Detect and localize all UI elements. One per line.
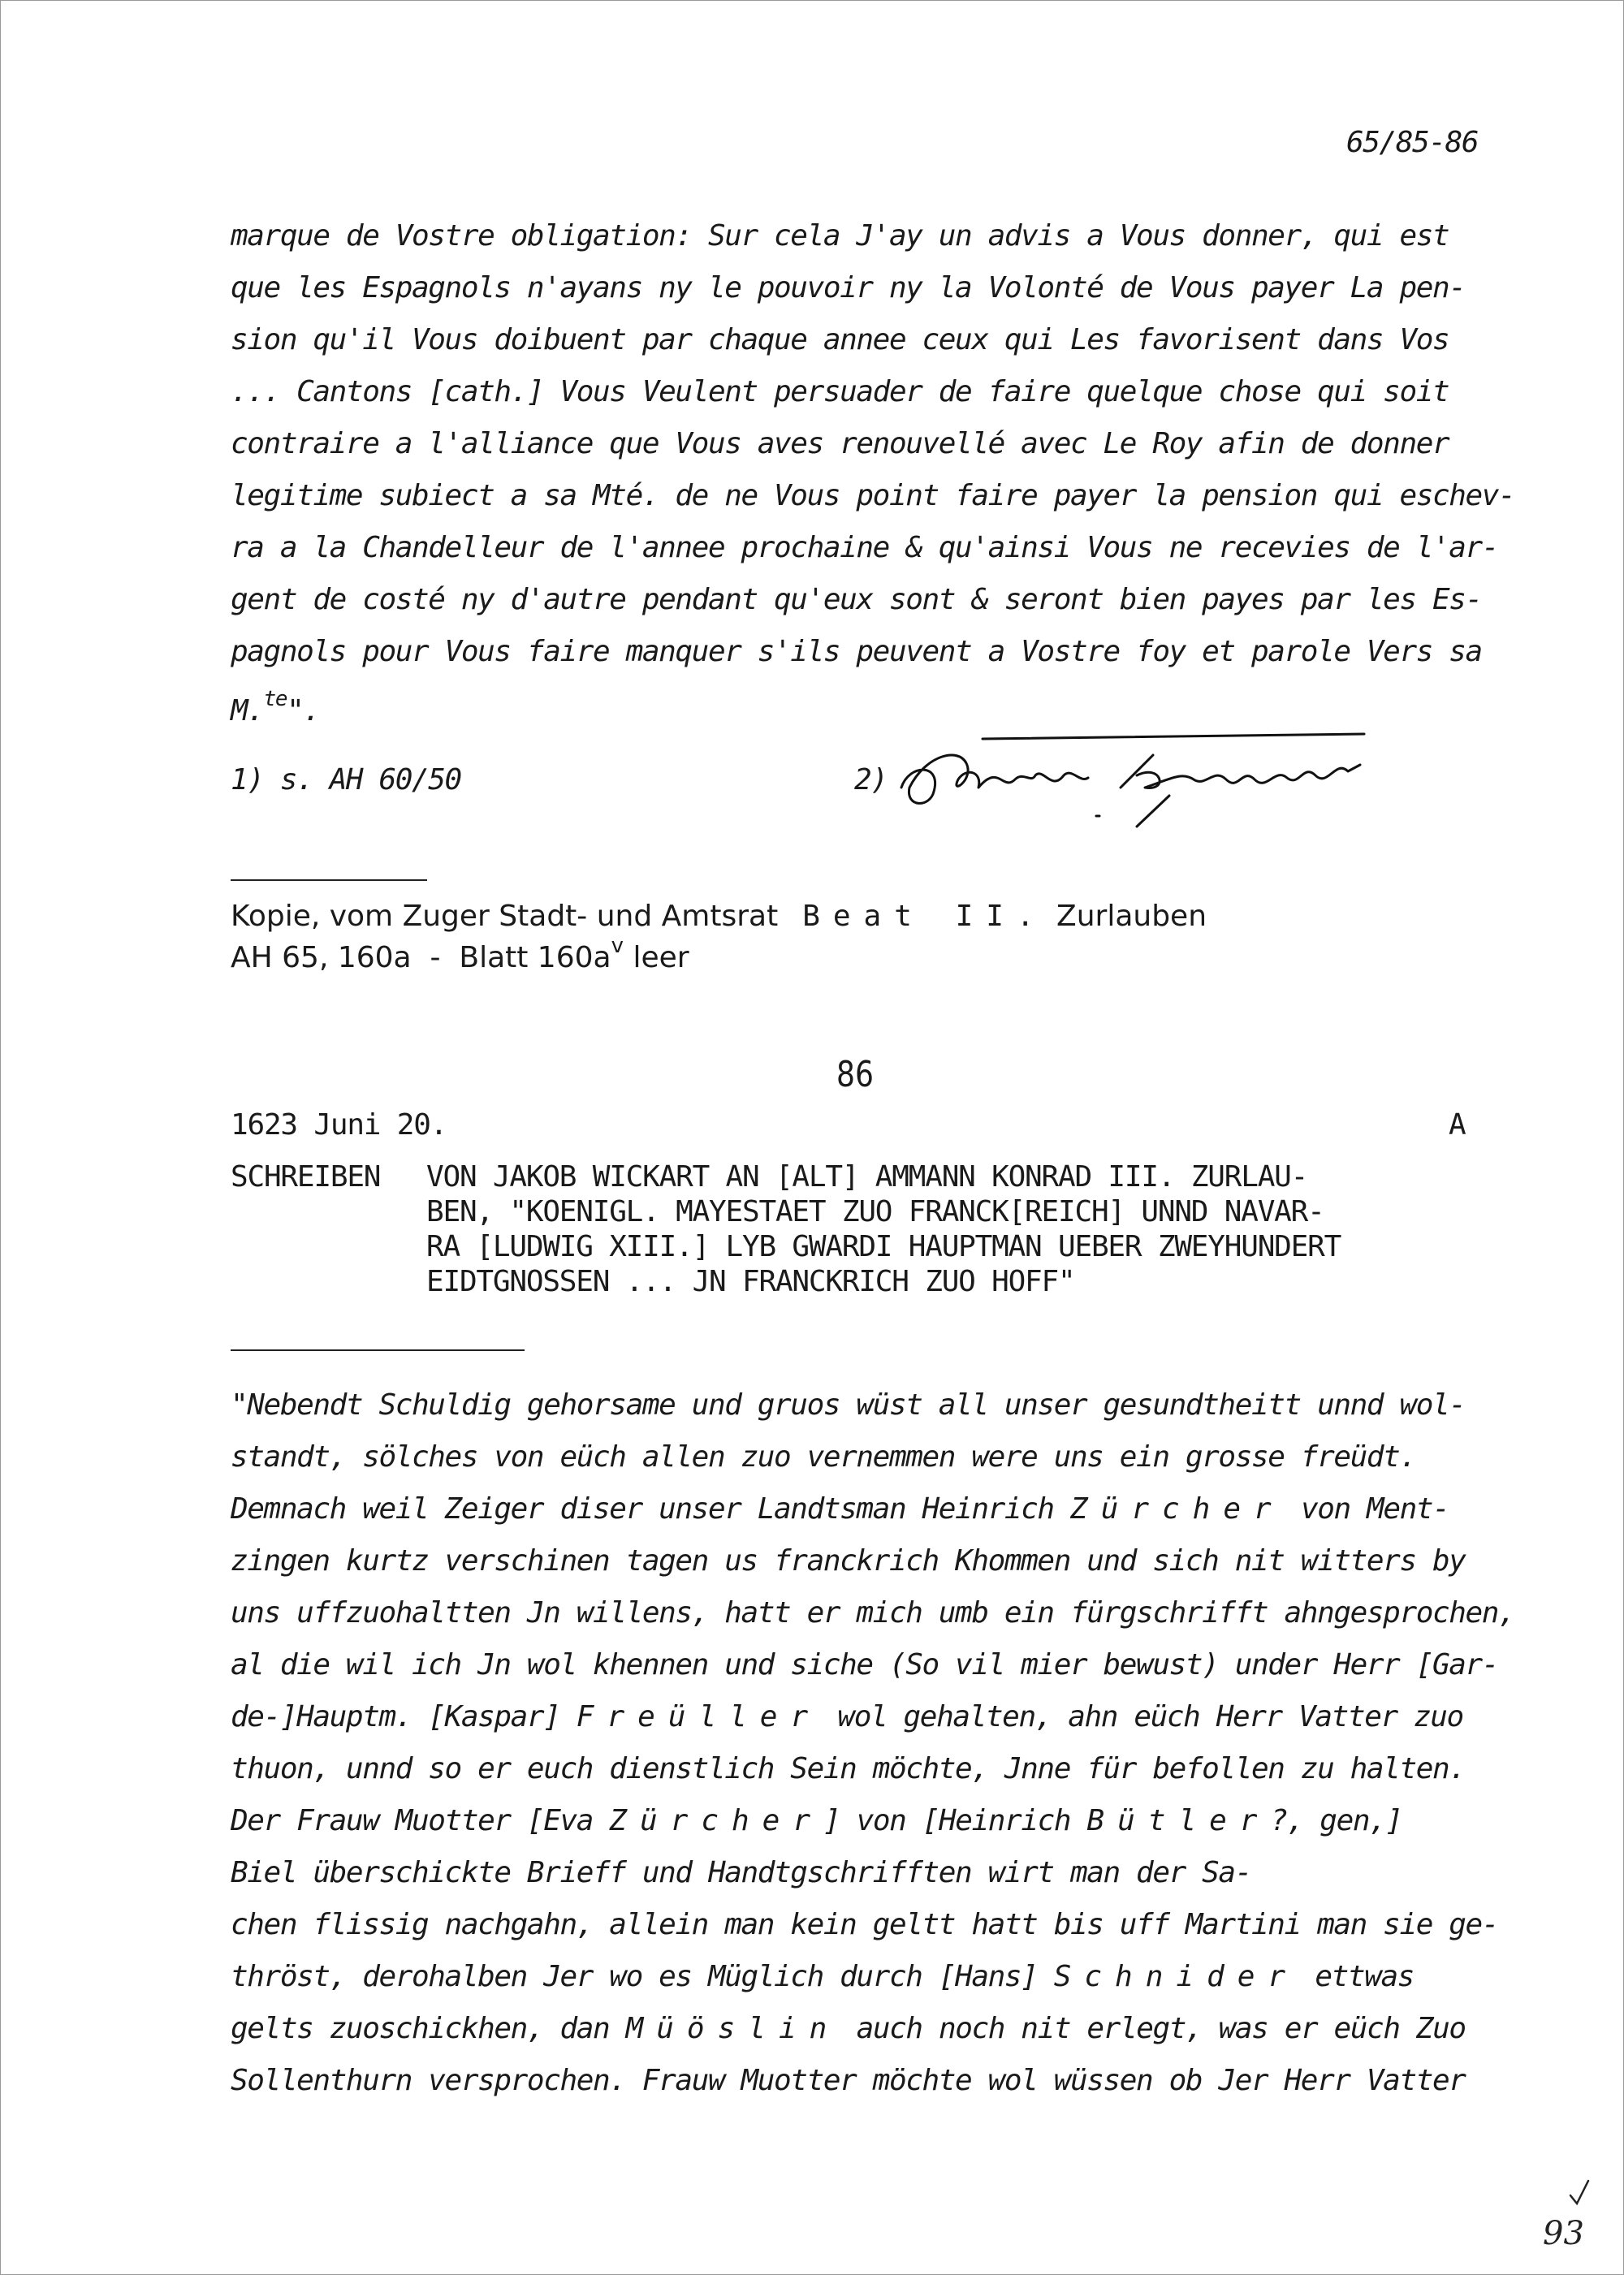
heading-line: VON JAKOB WICKART AN [ALT] AMMANN KONRAD III. ZURLAU- [426,1160,1308,1194]
text-line [231,1804,1402,1837]
text-line: marque de Vostre obligation: Sur cela J'ay un advis a Vous donner, qui est [231,219,1449,253]
text-line: thuon, unnd so er euch dienstlich Sein möchte, Jnne für befollen zu halten. [231,1752,1466,1785]
checkmark-icon [1567,2176,1592,2208]
copy-note-text: Kopie, vom Zuger Stadt- und Amtsrat [231,900,779,933]
document-number: 86 [836,1054,874,1095]
text-line-last [231,687,320,727]
text-line: contraire a l'alliance que Vous aves renouvellé avec Le Roy afin de donner [231,427,1449,460]
text-part: de-]Hauptm. [Kaspar] [231,1700,577,1733]
document-type-letter: A [1449,1108,1466,1142]
corner-mark: 93 [1543,2215,1584,2252]
text-part: wol gehalten, ahn eüch Herr Vatter zuo [821,1700,1463,1733]
text-part: gelts zuoschickhen, dan [231,2012,626,2045]
text-line: "Nebendt Schuldig gehorsame und gruos wüst all unser gesundtheitt unnd wol- [231,1388,1466,1422]
document-date: 1623 Juni 20. [231,1108,447,1142]
superscript: te [263,687,287,711]
heading-line: BEN, "KOENIGL. MAYESTAET ZUO FRANCK[REICH] UNND NAVAR- [426,1195,1324,1228]
footnote-2-label: 2) [854,763,888,796]
copy-note-line-1 [231,900,1207,933]
copy-note-text: Zurlauben [1056,900,1207,933]
text-part: auch noch nit erlegt, was er eüch Zuo [840,2012,1466,2045]
text-line: ra a la Chandelleur de l'annee prochaine & qu'ainsi Vous ne recevies de l'ar- [231,531,1499,564]
text-part: ettwas [1298,1960,1415,1993]
text-part: Demnach weil Zeiger diser unser Landtsman Heinrich [231,1492,1070,1526]
text-line: ... Cantons [cath.] Vous Veulent persuader de faire quelque chose qui soit [231,375,1449,408]
text-main: M. [231,694,264,727]
spaced-name: Bütler [1086,1804,1271,1837]
text-part: thröst, derohalben Jer wo es Müglich durch [Hans] [231,1960,1054,1993]
handwritten-signature [893,731,1380,836]
text-part: Der Frauw Muotter [Eva [231,1804,610,1837]
text-line [231,1960,1414,1993]
spaced-name: Zürcher [609,1804,824,1837]
superscript: v [611,934,624,958]
spaced-name: Müöslin [625,2012,840,2045]
footnote-1: 1) s. AH 60/50 [231,763,461,796]
divider [231,1349,525,1351]
text-line: al die wil ich Jn wol khennen und siche (So vil mier bewust) under Herr [Gar- [231,1648,1499,1681]
heading-line: EIDTGNOSSEN ... JN FRANCKRICH ZUO HOFF" [426,1265,1075,1298]
spaced-name: Zürcher [1069,1492,1285,1526]
text-part: ] von [Heinrich [823,1804,1087,1837]
page-reference: 65/85-86 [1346,126,1479,159]
text-line: uns uffzuohaltten Jn willens, hatt er mich umb ein fürgschrifft ahngesprochen, [231,1596,1515,1630]
copy-note-text: AH 65, 160a - Blatt 160a [231,941,611,974]
spaced-name: Freüller [576,1700,822,1733]
spaced-name: Beat II. [802,900,1047,933]
copy-note-text: leer [633,941,689,974]
text-line: pagnols pour Vous faire manquer s'ils peuvent a Vostre foy et parole Vers sa [231,635,1482,668]
text-line: que les Espagnols n'ayans ny le pouvoir ny la Volonté de Vous payer La pen- [231,271,1466,304]
text-line [231,1700,1463,1733]
text-line: legitime subiect a sa Mté. de ne Vous point faire payer la pension qui eschev- [231,479,1515,512]
text-line: gent de costé ny d'autre pendant qu'eux sont & seront bien payes par les Es- [231,583,1482,616]
text-line [231,2012,1466,2045]
text-line [231,1492,1449,1526]
spaced-name: Schnider [1053,1960,1299,1993]
text-part: ?, gen,] [1270,1804,1402,1837]
copy-note-line-2 [231,934,689,974]
text-line: sion qu'il Vous doibuent par chaque annee ceux qui Les favorisent dans Vos [231,323,1449,356]
divider [231,879,427,881]
text-line: standt, sölches von eüch allen zuo vernemmen were uns ein grosse freüdt. [231,1440,1416,1474]
text-line: chen flissig nachgahn, allein man kein geltt hatt bis uff Martini man sie ge- [231,1908,1499,1941]
text-part: von Ment- [1284,1492,1449,1526]
text-line: Sollenthurn versprochen. Frauw Muotter möchte wol wüssen ob Jer Herr Vatter [231,2064,1466,2097]
text-line: Biel überschickte Brieff und Handtgschrifften wirt man der Sa- [231,1856,1251,1889]
text-line: zingen kurtz verschinen tagen us franckrich Khommen und sich nit witters by [231,1544,1466,1578]
text-end: ". [287,694,320,727]
heading-label: SCHREIBEN [231,1160,381,1194]
heading-line: RA [LUDWIG XIII.] LYB GWARDI HAUPTMAN UEBER ZWEYHUNDERT [426,1230,1341,1263]
